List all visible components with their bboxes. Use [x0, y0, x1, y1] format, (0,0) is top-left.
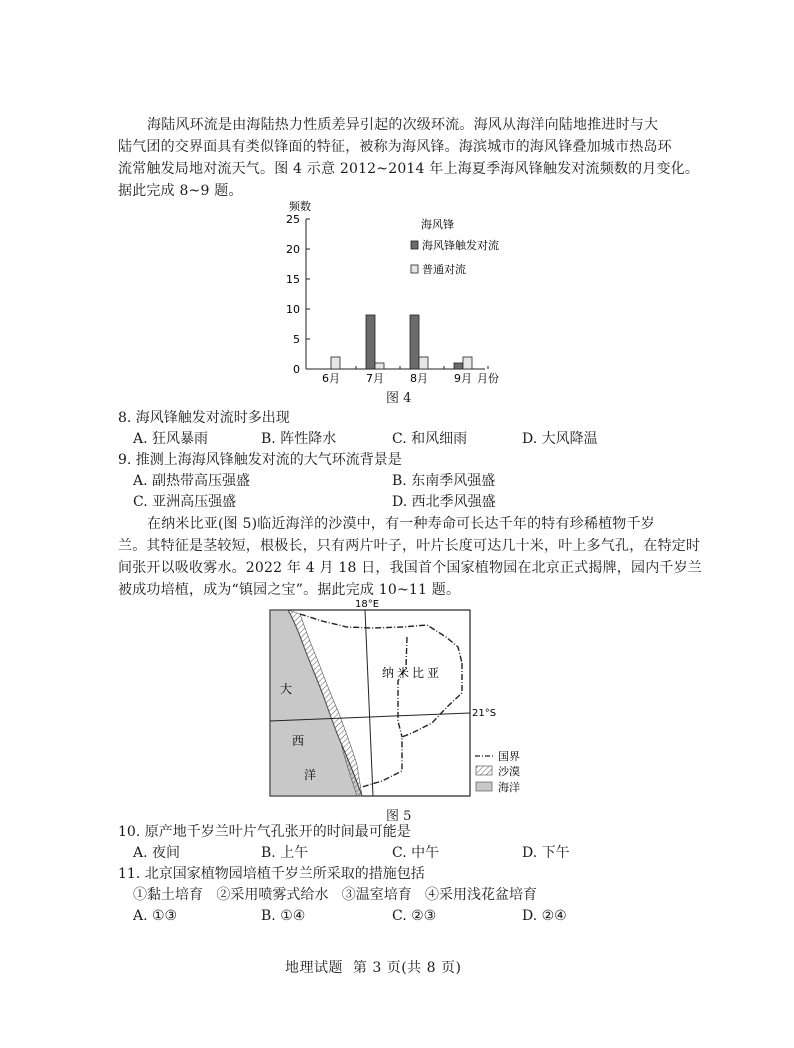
- question-8-stem: 8. 海风锋触发对流时多出现: [118, 410, 290, 426]
- legend-swatch-ordinary: [411, 265, 418, 273]
- meridian-label: 18°E: [355, 599, 380, 610]
- ocean-char-2: 西: [292, 734, 305, 748]
- q9-option-a[interactable]: A. 副热带高压强盛: [133, 473, 251, 489]
- q8-option-a[interactable]: A. 狂风暴雨: [133, 431, 209, 447]
- figure5-map: [262, 597, 542, 802]
- legend-desert-swatch: [476, 766, 492, 775]
- x-tick-label: 8月: [410, 372, 428, 384]
- legend-swatch-sea-breeze: [411, 241, 418, 249]
- q11-option-a[interactable]: A. ①③: [133, 908, 178, 924]
- y-tick-label: 25: [286, 213, 300, 226]
- intro2-line-2: 兰。其特征是茎较短，根极长，只有两片叶子，叶片长度可达几十米，叶上多气孔，在特定时: [118, 538, 701, 554]
- y-tick-label: 0: [293, 363, 300, 376]
- figure4-chart: [270, 198, 530, 384]
- q8-option-b[interactable]: B. 阵性降水: [261, 431, 337, 447]
- intro1-line-3: 流常触发局地对流天气。图 4 示意 2012~2014 年上海夏季海风锋触发对流频数的月变化。: [118, 161, 700, 177]
- question-11-stem: 11. 北京国家植物园培植千岁兰所采取的措施包括: [118, 866, 425, 882]
- q11-option-b[interactable]: B. ①④: [261, 908, 306, 924]
- bar-sea-breeze: [410, 315, 419, 369]
- bar-ordinary: [419, 357, 428, 369]
- q8-option-c[interactable]: C. 和风细雨: [392, 431, 468, 447]
- bar-ordinary: [463, 357, 472, 369]
- q9-option-c[interactable]: C. 亚洲高压强盛: [133, 494, 237, 510]
- page-footer: 地理试题 第 3 页(共 8 页): [285, 960, 462, 976]
- legend-ocean-label: 海洋: [498, 781, 520, 794]
- y-tick-label: 5: [293, 333, 300, 346]
- q9-option-d[interactable]: D. 西北季风强盛: [392, 494, 496, 510]
- figure4-caption: 图 4: [386, 391, 412, 406]
- y-tick-label: 20: [286, 243, 300, 256]
- q11-option-c[interactable]: C. ②③: [392, 908, 437, 924]
- legend-label-ordinary: 普通对流: [422, 263, 466, 276]
- bar-sea-breeze: [454, 363, 463, 369]
- x-tick-label: 6月: [322, 372, 340, 384]
- country-label: 纳米比亚: [382, 666, 443, 680]
- figure5-caption: 图 5: [386, 809, 412, 824]
- q8-option-d[interactable]: D. 大风降温: [522, 431, 598, 447]
- q11-option-d[interactable]: D. ②④: [522, 908, 567, 924]
- legend-ocean-swatch: [476, 782, 492, 791]
- bar-ordinary: [331, 357, 340, 369]
- question-10-stem: 10. 原产地千岁兰叶片气孔张开的时间最可能是: [118, 824, 411, 840]
- q9-option-b[interactable]: B. 东南季风强盛: [392, 473, 496, 489]
- bar-sea-breeze: [366, 315, 375, 369]
- intro1-line-4: 据此完成 8~9 题。: [118, 183, 243, 199]
- legend-title: 海风锋: [421, 218, 454, 231]
- x-tick-label: 9月: [454, 372, 472, 384]
- q10-option-d[interactable]: D. 下午: [522, 845, 570, 861]
- parallel-label: 21°S: [472, 708, 497, 719]
- y-tick-label: 10: [286, 303, 300, 316]
- y-tick-label: 15: [286, 273, 300, 286]
- x-tick-label: 7月: [366, 372, 384, 384]
- intro1-line-2: 陆气团的交界面具有类似锋面的特征，被称为海风锋。海滨城市的海风锋叠加城市热岛环: [118, 139, 672, 155]
- ocean-char-3: 洋: [304, 768, 317, 782]
- intro2-line-3: 间张开以吸收雾水。2022 年 4 月 18 日，我国首个国家植物园在北京正式揭牌，园内千岁兰: [118, 560, 702, 576]
- legend-border-label: 国界: [498, 750, 520, 763]
- question-9-stem: 9. 推测上海海风锋触发对流的大气环流背景是: [118, 452, 402, 468]
- q10-option-b[interactable]: B. 上午: [261, 845, 309, 861]
- bar-ordinary: [375, 363, 384, 369]
- legend-desert-label: 沙漠: [498, 765, 520, 778]
- intro2-line-1: 在纳米比亚(图 5)临近海洋的沙漠中，有一种寿命可长达千年的特有珍稀植物千岁: [147, 516, 655, 532]
- chart-xlabel: 月份: [477, 372, 499, 384]
- intro2-line-4: 被成功培植，成为“镇园之宝”。据此完成 10~11 题。: [118, 582, 461, 598]
- q11-measures: ①黏土培育 ②采用喷雾式给水 ③温室培育 ④采用浅花盆培育: [133, 887, 538, 903]
- intro1-line-1: 海陆风环流是由海陆热力性质差异引起的次级环流。海风从海洋向陆地推进时与大: [147, 117, 659, 133]
- q10-option-a[interactable]: A. 夜间: [133, 845, 181, 861]
- legend-label-sea-breeze: 海风锋触发对流: [422, 239, 499, 252]
- q10-option-c[interactable]: C. 中午: [392, 845, 440, 861]
- chart-ylabel: 频数: [289, 200, 311, 213]
- ocean-char-1: 大: [280, 682, 293, 696]
